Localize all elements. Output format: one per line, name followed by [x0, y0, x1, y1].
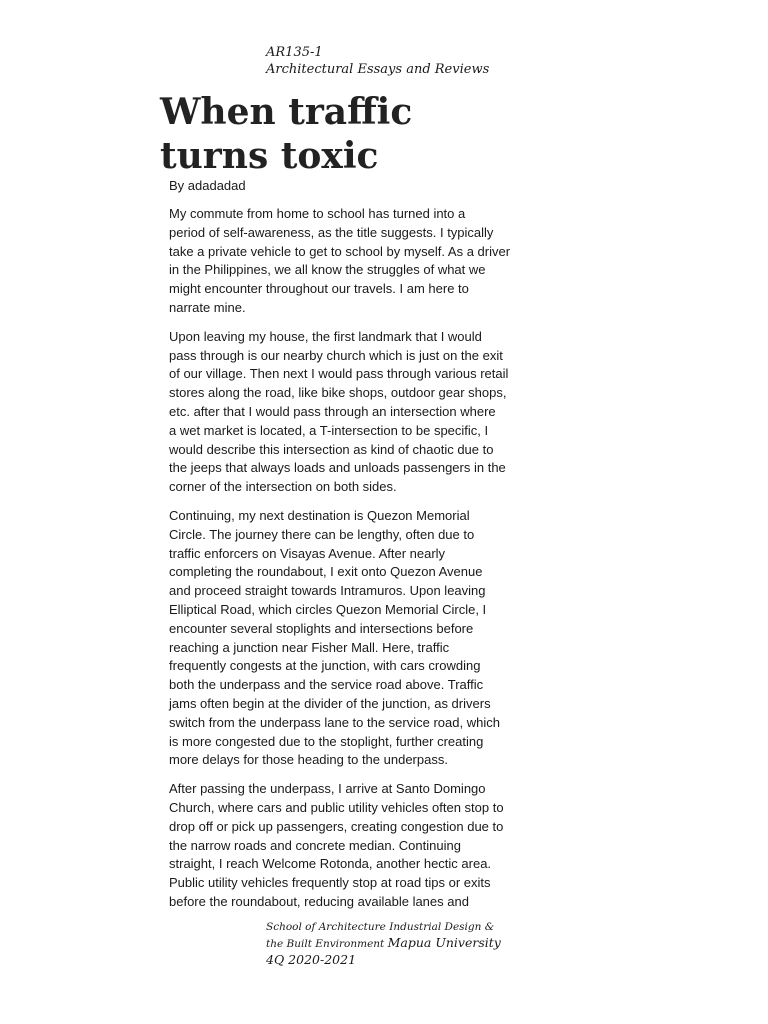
text-line: Upon leaving my house, the first landmark that I would	[169, 328, 482, 344]
paragraph-2	[169, 328, 509, 497]
text-line: is more congested due to the stoplight, further creating	[169, 733, 484, 749]
text-line: before the roundabout, reducing available lanes and	[169, 893, 469, 909]
text-line: more delays for those heading to the underpass.	[169, 752, 448, 768]
course-header	[266, 44, 489, 78]
paragraph-4	[169, 780, 509, 912]
text-line: in the Philippines, we all know the struggles of what we	[169, 262, 486, 278]
school-name-line1: School of Architecture Industrial Design &	[266, 921, 495, 933]
text-line: Continuing, my next destination is Quezon Memorial	[169, 507, 470, 523]
term-label: 4Q 2020-2021	[266, 952, 357, 967]
article-title-line: turns toxic	[160, 135, 379, 177]
text-line: Public utility vehicles frequently stop at road tips or exits	[169, 875, 491, 891]
text-line: drop off or pick up passengers, creating congestion due to	[169, 818, 504, 834]
text-line: the narrow roads and concrete median. Continuing	[169, 837, 461, 853]
university-name: Mapua University	[387, 935, 501, 950]
text-line: encounter several stoplights and intersections before	[169, 620, 474, 636]
text-line: straight, I reach Welcome Rotonda, another hectic area.	[169, 856, 492, 872]
text-line: switch from the underpass lane to the service road, which	[169, 714, 500, 730]
article-title	[160, 90, 460, 178]
text-line: Circle. The journey there can be lengthy, often due to	[169, 526, 475, 542]
article-byline: By adadadad	[169, 178, 246, 193]
text-line: take a private vehicle to get to school by myself. As a driver	[169, 243, 511, 259]
article-title-line: When traffic	[160, 91, 413, 133]
text-line: might encounter throughout our travels. I am here to	[169, 281, 469, 297]
text-line: of our village. Then next I would pass through various retail	[169, 366, 509, 382]
text-line: both the underpass and the service road above. Traffic	[169, 677, 484, 693]
text-line: reaching a junction near Fisher Mall. Here, traffic	[169, 639, 450, 655]
text-line: narrate mine.	[169, 299, 246, 315]
school-name-line2: the Built Environment	[266, 938, 385, 950]
text-line: pass through is our nearby church which is just on the exit	[169, 347, 503, 363]
text-line: corner of the intersection on both sides.	[169, 479, 397, 495]
text-line: a wet market is located, a T-intersection to be specific, I	[169, 422, 489, 438]
text-line: period of self-awareness, as the title suggests. I typically	[169, 224, 494, 240]
text-line: stores along the road, like bike shops, outdoor gear shops,	[169, 385, 507, 401]
text-line: etc. after that I would pass through an intersection where	[169, 403, 496, 419]
text-line: traffic enforcers on Visayas Avenue. After nearly	[169, 545, 446, 561]
page-footer	[266, 920, 501, 968]
text-line: After passing the underpass, I arrive at Santo Domingo	[169, 781, 486, 797]
course-code: AR135-1	[266, 45, 323, 60]
text-line: jams often begin at the divider of the junction, as drivers	[169, 695, 491, 711]
text-line: would describe this intersection as kind of chaotic due to	[169, 441, 494, 457]
school-name-line2-row	[266, 935, 501, 952]
text-line: Church, where cars and public utility vehicles often stop to	[169, 799, 504, 815]
text-line: Elliptical Road, which circles Quezon Memorial Circle, I	[169, 601, 487, 617]
paragraph-3	[169, 507, 509, 770]
text-line: and proceed straight towards Intramuros. Upon leaving	[169, 583, 486, 599]
paragraph-1	[169, 205, 509, 318]
text-line: frequently congests at the junction, with cars crowding	[169, 658, 481, 674]
text-line: the jeeps that always loads and unloads passengers in the	[169, 460, 506, 476]
article-body	[169, 205, 509, 922]
text-line: My commute from home to school has turned into a	[169, 206, 466, 221]
course-title: Architectural Essays and Reviews	[266, 62, 490, 77]
text-line: completing the roundabout, I exit onto Quezon Avenue	[169, 564, 483, 580]
